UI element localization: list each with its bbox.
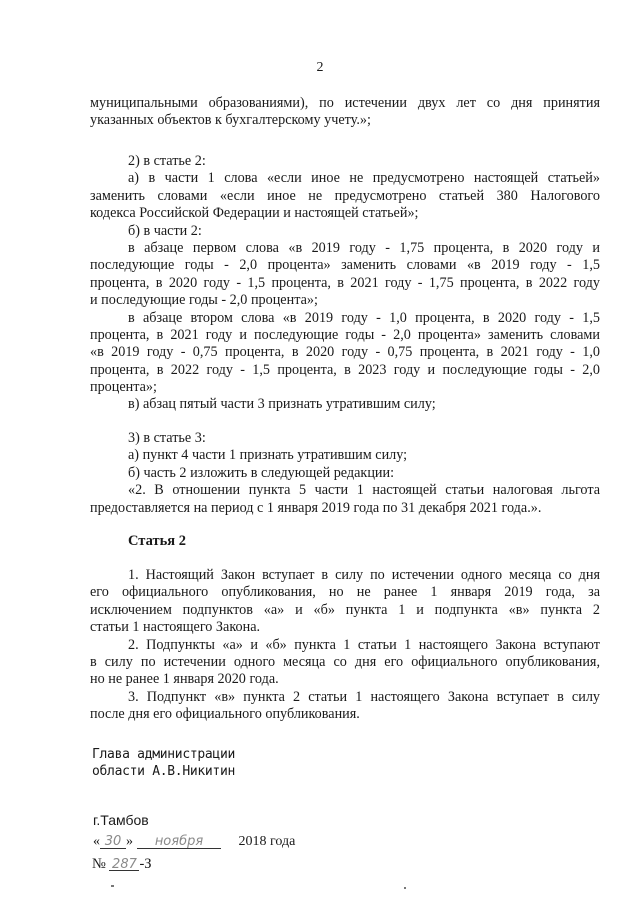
- law-number: [92, 856, 152, 873]
- signature-block: [92, 746, 235, 780]
- text-line: процента, в 2020 году - 1,5 процента, в 2021 году - 1,75 процента, в 2022 году: [90, 274, 600, 291]
- text-line: процента, в 2022 году - 1,5 процента, в 2023 году и последующие годы - 2,0: [90, 361, 600, 378]
- text-line: но не ранее 1 января 2020 года.: [90, 671, 279, 688]
- date-close-quote: »: [126, 834, 133, 849]
- paragraph-continuation: [90, 95, 600, 130]
- scan-speck: [111, 885, 114, 887]
- text-line: процента»;: [90, 379, 157, 396]
- text-line: после дня его официального опубликования.: [90, 706, 360, 723]
- text-line: а) пункт 4 части 1 признать утратившим силу;: [128, 447, 408, 464]
- text-line: последующие годы - 2,0 процента» заменить словами «в 2019 году - 1,5: [90, 257, 600, 274]
- text-line: указанных объектов к бухгалтерскому учету.»;: [90, 112, 371, 129]
- text-line: в абзаце втором слова «в 2019 году - 1,0 процента, в 2020 году - 1,5: [128, 309, 600, 326]
- number-handwritten: 287: [112, 857, 137, 872]
- text-line: предоставляется на период с 1 января 2019 года по 31 декабря 2021 года.».: [90, 499, 542, 516]
- text-line: процента, в 2021 году и последующие годы - 2,0 процента» заменить словами: [90, 326, 600, 343]
- text-line: «2. В отношении пункта 5 части 1 настоящей статьи налоговая льгота: [128, 482, 600, 499]
- date-day: 30: [104, 834, 122, 849]
- text-line: статьи 1 настоящего Закона.: [90, 619, 261, 636]
- number-sign: №: [92, 856, 106, 872]
- text-line: в силу по истечении одного месяца со дня его официального опубликования,: [90, 653, 600, 670]
- text-line: «в 2019 году - 0,75 процента, в 2020 году - 0,75 процента, в 2021 году - 1,0: [90, 344, 600, 361]
- text-line: в абзаце первом слова «в 2019 году - 1,75 процента, в 2020 году и: [128, 239, 600, 256]
- text-line: исключением подпунктов «а» и «б» пункта 1 и подпункта «в» пункта 2: [90, 601, 600, 618]
- article-2-text: [90, 567, 600, 724]
- text-line: 1. Настоящий Закон вступает в силу по истечении одного месяца со дня: [128, 567, 600, 583]
- date-year: 2018 года: [238, 834, 296, 849]
- text-line: а) в части 1 слова «если иное не предусмотрено настоящей статьей»: [128, 170, 600, 187]
- text-line: заменить словами «если иное не предусмотрено статьей 380 Налогового: [90, 187, 600, 204]
- scan-speck: [404, 887, 406, 889]
- number-suffix: -З: [139, 856, 152, 872]
- text-line: 3. Подпункт «в» пункта 2 статьи 1 настоящего Закона вступает в силу: [128, 688, 600, 705]
- text-line: б) в части 2:: [128, 222, 202, 239]
- date-month: ноября: [154, 834, 204, 849]
- text-line: кодекса Российской Федерации и настоящей статьей»;: [90, 205, 419, 222]
- text-line: и последующие годы - 2,0 процента»;: [90, 292, 318, 309]
- amendment-article-3: [90, 430, 600, 517]
- text-line: 3) в статье 3:: [128, 430, 206, 446]
- article-title: Статья 2: [128, 533, 186, 549]
- text-line: 2) в статье 2:: [128, 153, 206, 169]
- date-open-quote: «: [93, 834, 100, 849]
- law-date: [93, 834, 295, 850]
- signature-title: Глава администрации: [92, 747, 236, 762]
- city: г.Тамбов: [93, 812, 149, 828]
- text-line: муниципальными образованиями), по истечении двух лет со дня принятия: [90, 95, 600, 111]
- page-number: 2: [316, 60, 324, 75]
- text-line: 2. Подпункты «а» и «б» пункта 1 статьи 1 настоящего Закона вступают: [128, 636, 600, 653]
- text-line: в) абзац пятый части 3 признать утратившим силу;: [128, 396, 436, 413]
- text-line: б) часть 2 изложить в следующей редакции:: [128, 464, 395, 481]
- text-line: его официального опубликования, но не ранее 1 января 2019 года, за: [90, 584, 600, 601]
- amendment-article-2: [90, 153, 600, 414]
- signature-name: области А.В.Никитин: [92, 764, 236, 779]
